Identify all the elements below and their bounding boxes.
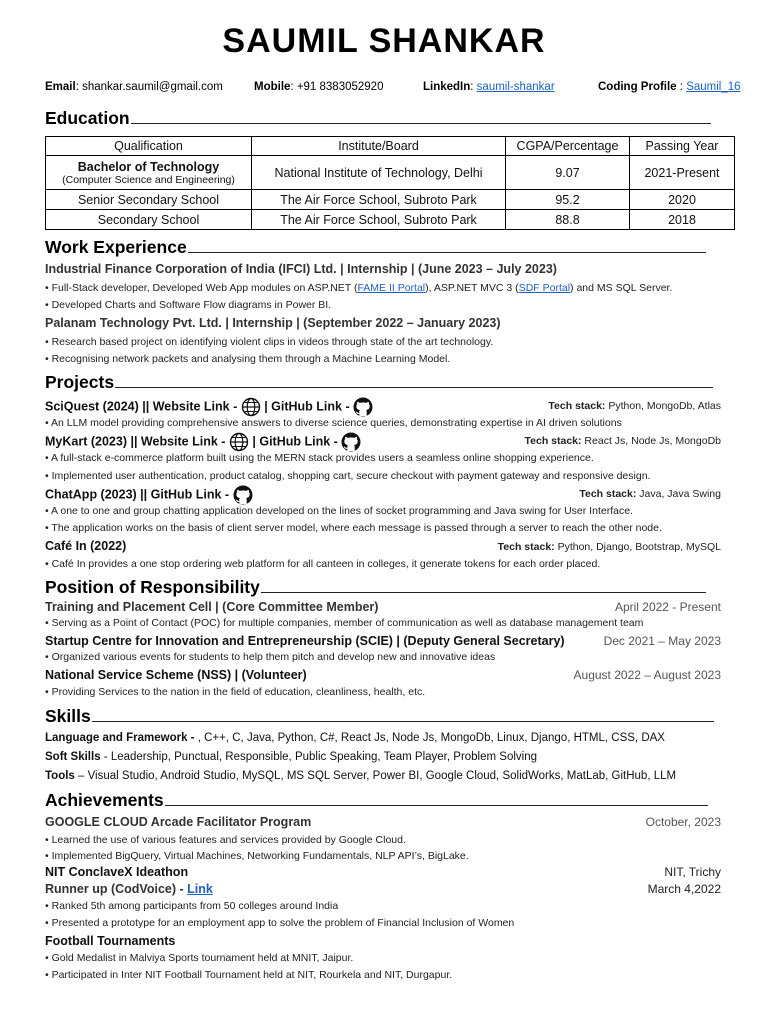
section-rule (188, 252, 706, 253)
project-title-chatapp (45, 485, 253, 505)
bullet-text: ) and MS SQL Server. (570, 282, 673, 294)
achievement-title: NIT ConclaveX Ideathon (45, 865, 189, 879)
section-title: Skills (45, 706, 91, 726)
year-cell: 2018 (630, 210, 735, 230)
por-bullet: • Organized various events for students to help them pitch and develop new and innovative ideas (45, 651, 496, 663)
coding-profile-contact: Coding Profile : Saumil_16 (598, 81, 741, 93)
tech-stack-label: Tech stack: (524, 435, 582, 447)
year-cell: 2021-Present (630, 156, 735, 190)
section-rule (92, 721, 714, 722)
tech-stack-value: React Js, Node Js, MongoDb (581, 435, 721, 447)
project-bullet: • Café In provides a one stop ordering web platform for all canteen in colleges, it generate tokens for each order placed. (45, 558, 601, 570)
por-title: Training and Placement Cell | (Core Committee Member) (45, 600, 379, 614)
skills-value: - Leadership, Punctual, Responsible, Public Speaking, Team Player, Problem Solving (100, 751, 538, 763)
work-title-palanam: Palanam Technology Pvt. Ltd. | Internship | (September 2022 – January 2023) (45, 316, 501, 330)
achievement-sub-text: Runner up (CodVoice) - (45, 882, 188, 896)
globe-icon[interactable] (229, 432, 249, 452)
skills-value: – Visual Studio, Android Studio, MySQL, MS SQL Server, Power BI, Google Cloud, SolidWorks, MatLab, GitHub, LLM (74, 770, 677, 782)
mobile-label: Mobile (254, 81, 291, 93)
header-cell: Qualification (46, 137, 252, 156)
section-title: Achievements (45, 790, 164, 810)
project-bullet: • The application works on the basis of client server model, where each message is passed through a server to reach the other node. (45, 522, 662, 534)
qualification-cell: Senior Secondary School (46, 190, 252, 210)
por-title: Startup Centre for Innovation and Entrepreneurship (SCIE) | (Deputy General Secretary) (45, 634, 565, 648)
tech-stack (498, 541, 721, 553)
email-contact: Email: shankar.saumil@gmail.com (45, 81, 223, 93)
score-cell: 88.8 (506, 210, 630, 230)
por-date: August 2022 – August 2023 (573, 668, 721, 682)
work-bullet: • Research based project on identifying violent clips in videos through state of the art technology. (45, 336, 494, 348)
github-icon[interactable] (341, 432, 361, 452)
bullet-text: ), ASP.NET MVC 3 ( (425, 282, 519, 294)
achievement-bullet: • Implemented BigQuery, Virtual Machines, Networking Fundamentals, NLP API’s, BigLake. (45, 850, 469, 862)
coding-profile-label: Coding Profile (598, 81, 677, 93)
por-date: Dec 2021 – May 2023 (603, 634, 721, 648)
candidate-name: SAUMIL SHANKAR (222, 22, 546, 60)
sdf-portal-link[interactable]: SDF Portal (518, 282, 571, 294)
tech-stack-value: Python, MongoDb, Atlas (605, 400, 721, 412)
linkedin-link[interactable]: saumil-shankar (476, 81, 555, 93)
education-table (45, 136, 735, 230)
achievement-bullet: • Gold Medalist in Malviya Sports tournament held at MNIT, Jaipur. (45, 952, 354, 964)
linkedin-contact: LinkedIn: saumil-shankar (423, 81, 555, 93)
achievement-bullet: • Ranked 5th among participants from 50 colleges around India (45, 900, 339, 912)
project-title-cafein: Café In (2022) (45, 539, 127, 553)
skills-tools (45, 770, 676, 782)
score-cell: 95.2 (506, 190, 630, 210)
section-rule (131, 123, 711, 124)
section-rule (261, 592, 706, 593)
institute-cell: The Air Force School, Subroto Park (252, 210, 506, 230)
github-icon[interactable] (233, 485, 253, 505)
project-title-text: MyKart (2023) || Website Link - (45, 434, 229, 449)
github-label: | GitHub Link - (248, 434, 342, 449)
tech-stack (548, 400, 721, 412)
skills-value: , C++, C, Java, Python, C#, React Js, Node Js, MongoDb, Linux, Django, HTML, CSS, DAX (197, 732, 665, 744)
section-title: Position of Responsibility (45, 577, 260, 597)
skills-label: Soft Skills (45, 751, 101, 763)
section-title: Education (45, 108, 130, 128)
project-bullet: • A full-stack e-commerce platform built using the MERN stack provides users a seamless online shopping experience. (45, 452, 594, 464)
github-icon[interactable] (353, 397, 373, 417)
tech-stack (525, 435, 721, 447)
skills-soft (45, 751, 537, 763)
por-bullet: • Providing Services to the nation in the field of education, cleanliness, health, etc. (45, 686, 426, 698)
project-title-text: SciQuest (2024) || Website Link - (45, 399, 241, 414)
por-date: April 2022 - Present (614, 600, 721, 614)
score-cell: 9.07 (506, 156, 630, 190)
work-bullet (45, 282, 672, 294)
achievement-place: NIT, Trichy (664, 865, 721, 879)
table-row (46, 190, 735, 210)
email-value: shankar.saumil@gmail.com (82, 81, 223, 93)
tech-stack (579, 488, 721, 500)
tech-stack-label: Tech stack: (548, 400, 606, 412)
qualification-cell (46, 156, 252, 190)
project-bullet: • An LLM model providing comprehensive answers to diverse science queries, demonstrating expertise in AI driven solutions (45, 417, 622, 429)
por-title: National Service Scheme (NSS) | (Volunteer) (45, 668, 307, 682)
mobile-contact: Mobile: +91 8383052920 (254, 81, 384, 93)
skills-languages (45, 732, 665, 744)
section-title: Work Experience (45, 237, 187, 257)
achievement-subtitle (45, 882, 213, 896)
section-skills (45, 706, 714, 727)
skills-label: Tools (45, 770, 75, 782)
globe-icon[interactable] (241, 397, 261, 417)
work-bullet: • Developed Charts and Software Flow diagrams in Power BI. (45, 299, 332, 311)
achievement-title: GOOGLE CLOUD Arcade Facilitator Program (45, 815, 312, 829)
email-label: Email (45, 81, 76, 93)
table-row (46, 156, 735, 190)
project-title-text: ChatApp (2023) || GitHub Link - (45, 487, 233, 502)
qualification-sub: (Computer Science and Engineering) (62, 173, 235, 186)
qualification-name: Bachelor of Technology (77, 159, 220, 174)
section-education (45, 108, 711, 129)
section-rule (165, 805, 708, 806)
achievement-bullet: • Participated in Inter NIT Football Tournament held at NIT, Rourkela and NIT, Durgapur. (45, 969, 453, 981)
achievement-bullet: • Learned the use of various features and services provided by Google Cloud. (45, 834, 406, 846)
table-row (46, 210, 735, 230)
qualification-cell: Secondary School (46, 210, 252, 230)
header-cell: CGPA/Percentage (506, 137, 630, 156)
codvoice-link[interactable]: Link (187, 882, 213, 896)
fame-portal-link[interactable]: FAME II Portal (357, 282, 426, 294)
header-cell: Passing Year (630, 137, 735, 156)
tech-stack-label: Tech stack: (579, 488, 637, 500)
tech-stack-value: Python, Django, Bootstrap, MySQL (554, 541, 721, 553)
achievement-date: October, 2023 (645, 815, 721, 829)
work-bullet: • Recognising network packets and analysing them through a Machine Learning Model. (45, 353, 451, 365)
header-cell: Institute/Board (252, 137, 506, 156)
section-projects (45, 372, 713, 393)
work-title-ifci: Industrial Finance Corporation of India (IFCI) Ltd. | Internship | (June 2023 – July 2023) (45, 262, 557, 276)
tech-stack-value: Java, Java Swing (636, 488, 721, 500)
mobile-value: +91 8383052920 (296, 81, 384, 93)
achievement-date: March 4,2022 (647, 882, 721, 896)
linkedin-label: LinkedIn (423, 81, 471, 93)
section-rule (115, 387, 713, 388)
tech-stack-label: Tech stack: (497, 541, 555, 553)
achievement-title: Football Tournaments (45, 934, 176, 948)
skills-label: Language and Framework - (45, 732, 198, 744)
section-achievements (45, 790, 708, 811)
project-title-mykart (45, 432, 361, 452)
github-label: | GitHub Link - (260, 399, 354, 414)
project-bullet: • Implemented user authentication, product catalog, shopping cart, secure checkout with payment gateway and responsive design. (45, 470, 651, 482)
project-bullet: • A one to one and group chatting application developed on the lines of socket programming and Java swing for User Interface. (45, 505, 633, 517)
education-header-row (46, 137, 735, 156)
por-bullet: • Serving as a Point of Contact (POC) for multiple companies, member of communication as well as database management team (45, 617, 644, 629)
bullet-text: • Full-Stack developer, Developed Web App modules on ASP.NET ( (45, 282, 358, 294)
institute-cell: The Air Force School, Subroto Park (252, 190, 506, 210)
institute-cell: National Institute of Technology, Delhi (252, 156, 506, 190)
section-position-of-responsibility (45, 577, 706, 598)
achievement-bullet: • Presented a prototype for an employment app to solve the problem of Financial Inclusion of Women (45, 917, 515, 929)
year-cell: 2020 (630, 190, 735, 210)
coding-profile-link[interactable]: Saumil_16 (686, 81, 741, 93)
project-title-sciquest (45, 397, 373, 417)
section-title: Projects (45, 372, 115, 392)
section-work-experience (45, 237, 706, 258)
